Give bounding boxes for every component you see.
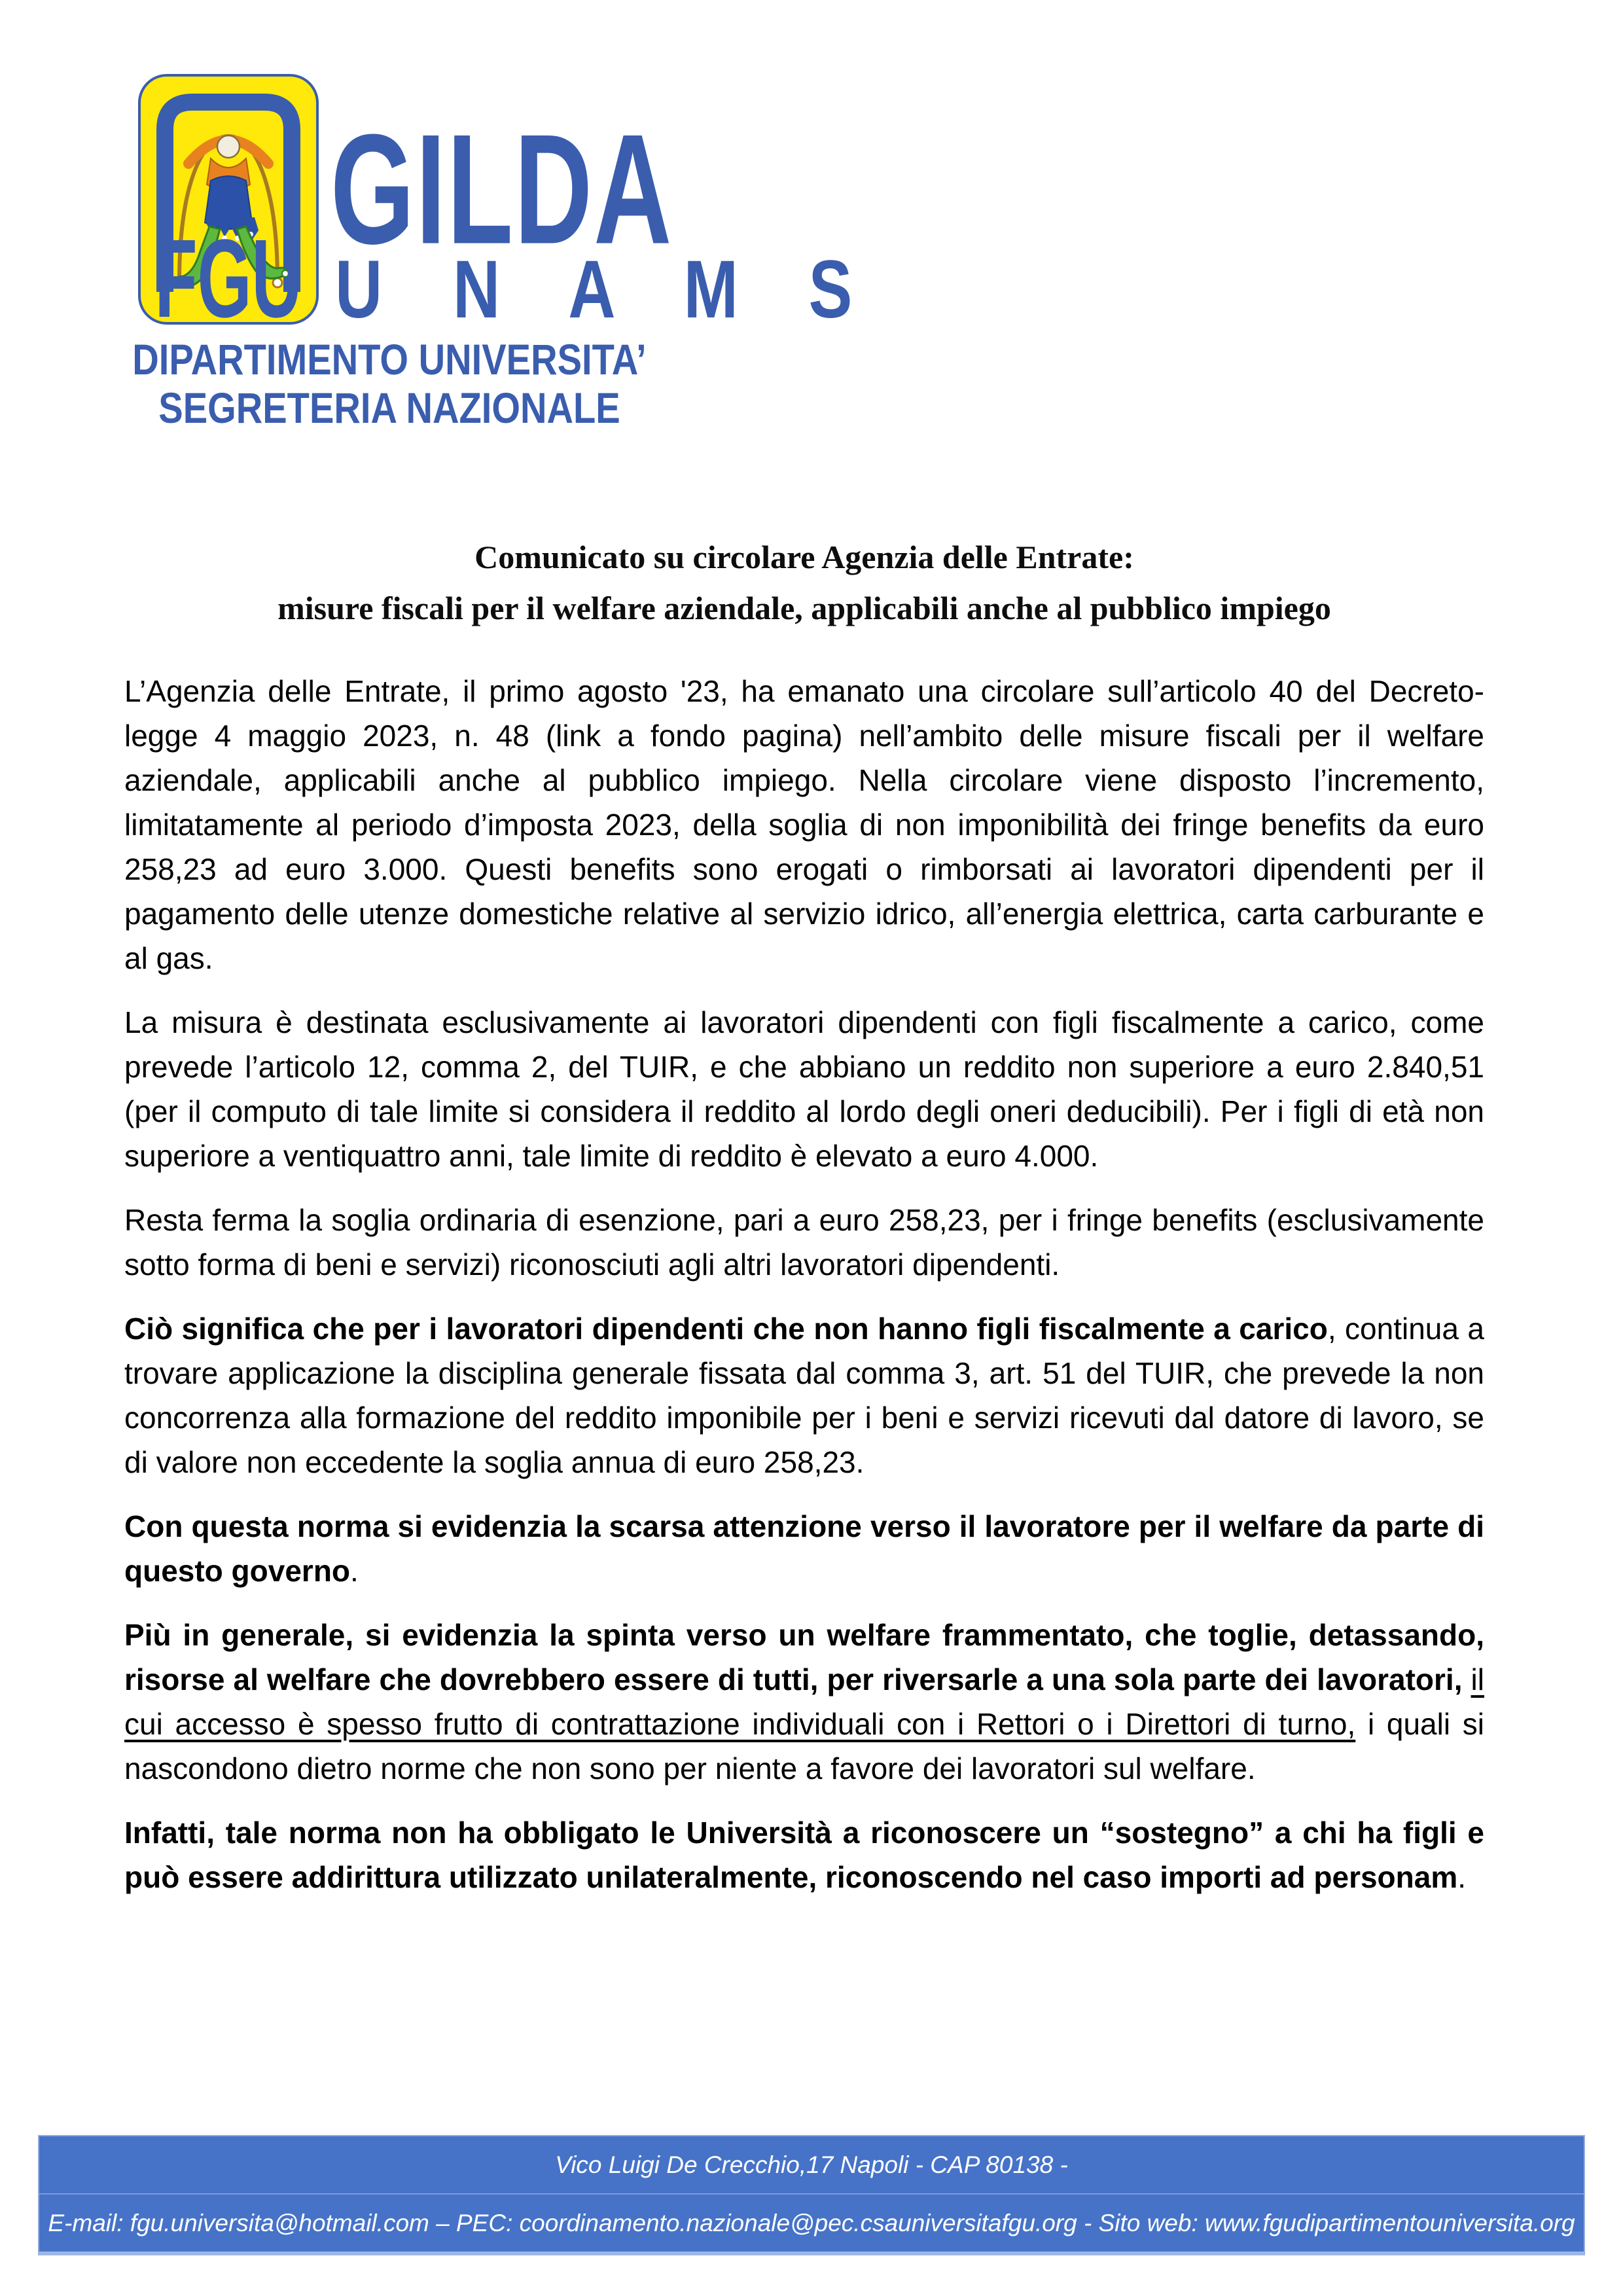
- text-run: .: [350, 1554, 359, 1588]
- department-block: [62, 335, 717, 432]
- title-line-1: Comunicato su circolare Agenzia delle Entrate:: [474, 539, 1134, 575]
- document-body: [124, 669, 1484, 1919]
- text-run: L’Agenzia delle Entrate, il primo agosto '23, ha emanato una circolare sull’articolo 40 del Decreto-legge 4 maggio 2023, n. 48 (link a fondo pagina) nell’ambito delle misure fiscali per il welfare aziendale, applicabili anche al pubblico impiego. Nella circolare viene disposto l’incremento, limitatamente al periodo d’imposta 2023, della soglia di non imponibilità dei fringe benefits da euro 258,23 ad euro 3.000. Questi benefits sono erogati o rimborsati ai lavoratori dipendenti per il pagamento delle utenze domestiche relative al servizio idrico, all’energia elettrica, carta carburante e al gas.: [124, 674, 1484, 975]
- text-run: .: [1457, 1860, 1467, 1894]
- body-paragraph: [124, 1613, 1484, 1791]
- body-paragraph: [124, 1000, 1484, 1178]
- title-line-2: misure fiscali per il welfare aziendale, applicabili anche al pubblico impiego: [277, 590, 1331, 626]
- brand-unams: U N A M S: [335, 243, 879, 336]
- department-line-2: SEGRETERIA NAZIONALE: [158, 384, 620, 432]
- text-run: Resta ferma la soglia ordinaria di esenzione, pari a euro 258,23, per i fringe benefits (esclusivamente sotto forma di beni e servizi) riconosciuti agli altri lavoratori dipendenti.: [124, 1203, 1484, 1282]
- emblem-fgu-text: FGU: [154, 217, 302, 341]
- body-paragraph: [124, 669, 1484, 980]
- text-run: , continua a trovare applicazione la disciplina generale fissata dal comma 3, art. 51 del TUIR, che prevede la non concorrenza alla formazione del reddito imponibile per i beni e servizi ricevuti dal datore di lavoro, se di valore non eccedente la soglia annua di euro 258,23.: [124, 1312, 1484, 1479]
- text-run: i quali si nascondono dietro norme che non sono per niente a favore dei lavoratori sul welfare.: [124, 1707, 1485, 1785]
- text-run: il cui accesso è spesso frutto di contrattazione individuali con i Rettori o i Direttori di turno,: [124, 1662, 1484, 1741]
- department-line-1: DIPARTIMENTO UNIVERSITA’: [132, 335, 647, 384]
- text-run: La misura è destinata esclusivamente ai lavoratori dipendenti con figli fiscalmente a carico, come prevede l’articolo 12, comma 2, del TUIR, e che abbiano un reddito non superiore a euro 2.840,51 (per il computo di tale limite si considera il reddito al lordo degli oneri deducibili). Per i figli di età non superiore a ventiquattro anni, tale limite di reddito è elevato a euro 4.000.: [124, 1005, 1484, 1173]
- body-paragraph: [124, 1306, 1484, 1484]
- text-run: Più in generale, si evidenzia la spinta verso un welfare frammentato, che toglie, detassando, risorse al welfare che dovrebbero essere di tutti, per riversarle a una sola parte dei lavoratori,: [124, 1618, 1484, 1696]
- page-title: [124, 531, 1484, 634]
- text-run: Con questa norma si evidenzia la scarsa attenzione verso il lavoratore per il welfare da parte di questo governo: [124, 1509, 1484, 1588]
- footer-address: Vico Luigi De Crecchio,17 Napoli - CAP 80138 -: [555, 2151, 1068, 2178]
- text-run: Ciò significa che per i lavoratori dipendenti che non hanno figli fiscalmente a carico: [124, 1312, 1328, 1346]
- body-paragraph: [124, 1198, 1484, 1287]
- body-paragraph: [124, 1504, 1484, 1593]
- footer-contacts: E-mail: fgu.universita@hotmail.com – PEC: coordinamento.nazionale@pec.csauniversitafgu.org - Sito web: www.fgudipartimentouniversita.org: [39, 2193, 1584, 2251]
- fgu-logo-emblem: [137, 73, 319, 341]
- body-paragraph: [124, 1810, 1484, 1899]
- footer-bar: [38, 2135, 1585, 2255]
- brand-gilda: GILDA: [330, 101, 673, 277]
- text-run: Infatti, tale norma non ha obbligato le Università a riconoscere un “sostegno” a chi ha figli e può essere addirittura utilizzato unilateralmente, riconoscendo nel caso importi ad personam: [124, 1816, 1484, 1894]
